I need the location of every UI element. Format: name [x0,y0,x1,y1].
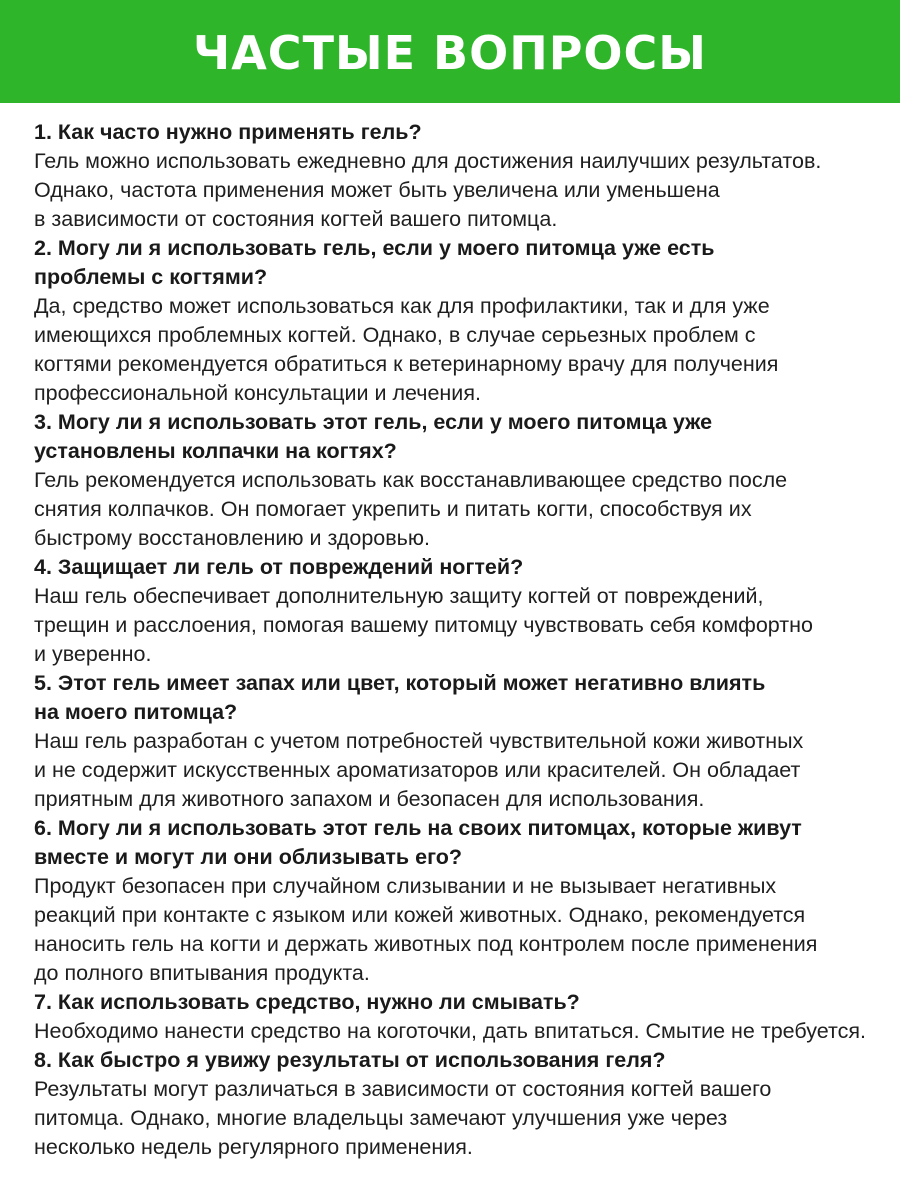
faq-question-6: 6. Могу ли я использовать этот гель на своих питомцах, которые живут вместе и могут ли они облизывать его? [34,816,802,869]
faq-list [34,118,884,1162]
faq-item-3 [34,408,884,553]
faq-item-6 [34,814,884,988]
faq-item-8 [34,1046,884,1162]
faq-answer-4: Наш гель обеспечивает дополнительную защиту когтей от повреждений, трещин и расслоения, помогая вашему питомцу чувствовать себя комфортно и уверенно. [34,584,813,666]
faq-question-3: 3. Могу ли я использовать этот гель, если у моего питомца уже установлены колпачки на когтях? [34,410,713,463]
page-title: ЧАСТЫЕ ВОПРОСЫ [193,25,707,80]
faq-item-7 [34,988,884,1046]
faq-question-1: 1. Как часто нужно применять гель? [34,120,422,144]
faq-answer-1: Гель можно использовать ежедневно для достижения наилучших результатов. Однако, частота применения может быть увеличена или уменьшена в зависимости от состояния когтей вашего питомца. [34,149,822,231]
faq-item-4 [34,553,884,669]
faq-question-2: 2. Могу ли я использовать гель, если у моего питомца уже есть проблемы с когтями? [34,236,715,289]
faq-item-1 [34,118,884,234]
faq-item-2 [34,234,884,408]
faq-answer-5: Наш гель разработан с учетом потребностей чувствительной кожи животных и не содержит искусственных ароматизаторов или красителей. Он обладает приятным для животного запахом и безопасен для использования. [34,729,804,811]
faq-answer-2: Да, средство может использоваться как для профилактики, так и для уже имеющихся проблемных когтей. Однако, в случае серьезных проблем с когтями рекомендуется обратиться к ветеринарному врачу для получения профессиональной консультации и лечения. [34,294,779,405]
faq-answer-6: Продукт безопасен при случайном слизывании и не вызывает негативных реакций при контакте с языком или кожей животных. Однако, рекомендуется наносить гель на когти и держать животных под контролем после применения до полного впитывания продукта. [34,874,818,985]
faq-question-5: 5. Этот гель имеет запах или цвет, который может негативно влиять на моего питомца? [34,671,766,724]
faq-question-8: 8. Как быстро я увижу результаты от использования геля? [34,1048,666,1072]
header-banner [0,0,900,103]
faq-question-7: 7. Как использовать средство, нужно ли смывать? [34,990,580,1014]
faq-answer-8: Результаты могут различаться в зависимости от состояния когтей вашего питомца. Однако, многие владельцы замечают улучшения уже через несколько недель регулярного применения. [34,1077,772,1159]
faq-answer-3: Гель рекомендуется использовать как восстанавливающее средство после снятия колпачков. Он помогает укрепить и питать когти, способствуя их быстрому восстановлению и здоровью. [34,468,788,550]
faq-answer-7: Необходимо нанести средство на коготочки, дать впитаться. Смытие не требуется. [34,1019,866,1043]
faq-item-5 [34,669,884,814]
faq-question-4: 4. Защищает ли гель от повреждений ногтей? [34,555,524,579]
